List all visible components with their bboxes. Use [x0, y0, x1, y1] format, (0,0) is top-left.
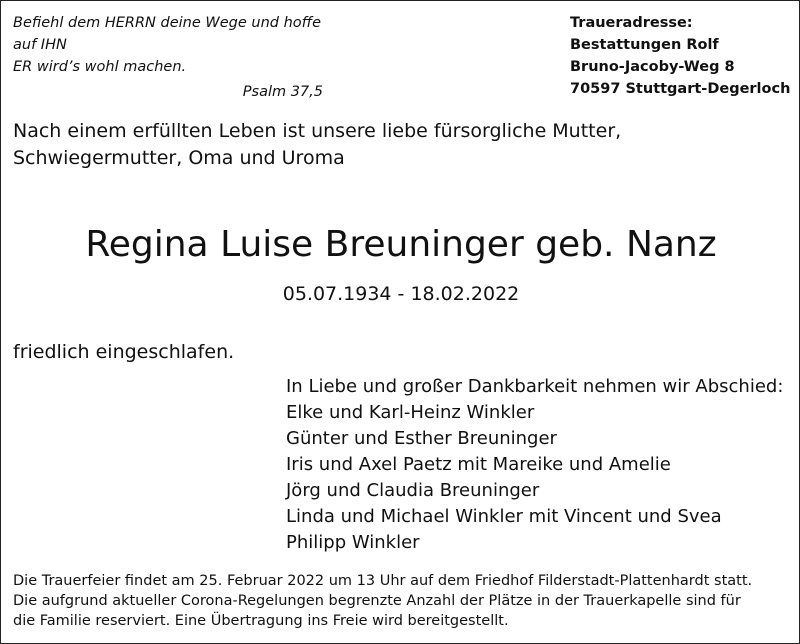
intro-line: Nach einem erfüllten Leben ist unsere liebe fürsorgliche Mutter, [13, 120, 622, 142]
closing-text: friedlich eingeschlafen. [13, 341, 235, 363]
funeral-notice [13, 571, 793, 631]
verse-line: auf IHN [13, 37, 67, 53]
bible-verse [13, 12, 343, 103]
notice-line: die Familie reserviert. Eine Übertragung ins Freie wird bereitgestellt. [13, 613, 509, 629]
mourners-list [286, 374, 783, 556]
mourner-entry: Linda und Michael Winkler mit Vincent und Svea [286, 506, 722, 527]
mourner-entry: Iris und Axel Paetz mit Mareike und Amelie [286, 454, 671, 475]
address-line: Bestattungen Rolf [570, 37, 719, 53]
mourner-entry: Philipp Winkler [286, 532, 420, 553]
notice-line: Die Trauerfeier findet am 25. Februar 2022 um 13 Uhr auf dem Friedhof Filderstadt-Plattenhardt statt. [13, 573, 753, 589]
mourning-address [570, 12, 790, 100]
mourner-entry: Günter und Esther Breuninger [286, 428, 557, 449]
address-heading: Traueradresse: [570, 15, 693, 31]
address-line: 70597 Stuttgart-Degerloch [570, 81, 791, 97]
notice-line: Die aufgrund aktueller Corona-Regelungen begrenzte Anzahl der Plätze in der Trauerkapelle sind für [13, 593, 741, 609]
mourner-entry: Elke und Karl-Heinz Winkler [286, 402, 535, 423]
deceased-name: Regina Luise Breuninger geb. Nanz [85, 224, 717, 265]
verse-line: Befiehl dem HERRN deine Wege und hoffe [13, 15, 322, 31]
life-dates: 05.07.1934 - 18.02.2022 [282, 283, 520, 305]
verse-line: ER wird’s wohl machen. [13, 59, 187, 75]
mourner-entry: Jörg und Claudia Breuninger [286, 480, 540, 501]
intro-text [13, 118, 713, 172]
intro-line: Schwiegermutter, Oma und Uroma [13, 147, 345, 169]
mourners-heading: In Liebe und großer Dankbarkeit nehmen wir Abschied: [286, 376, 784, 397]
address-line: Bruno-Jacoby-Weg 8 [570, 59, 735, 75]
verse-source: Psalm 37,5 [242, 84, 323, 100]
